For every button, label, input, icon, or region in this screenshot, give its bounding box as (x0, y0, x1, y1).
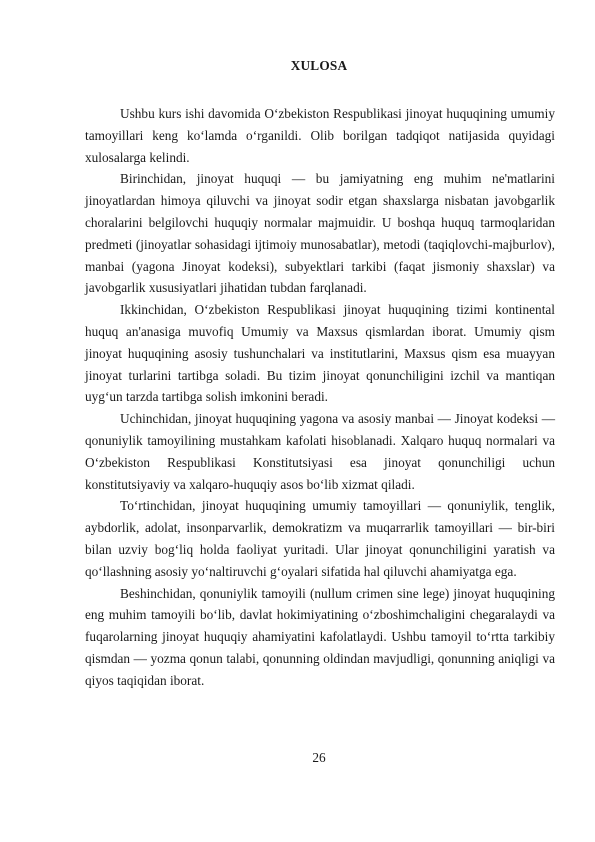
paragraph-intro: Ushbu kurs ishi davomida O‘zbekiston Respublikasi jinoyat huquqining umumiy tamoyillari keng ko‘lamda o‘rganildi. Olib borilgan tadqiqot natijasida quyidagi xulosalarga kelindi. (85, 106, 555, 165)
paragraph-first: Birinchidan, jinoyat huquqi — bu jamiyatning eng muhim ne'matlarini jinoyatlardan himoya qiluvchi va jinoyat sodir etgan shaxslarga nisbatan javobgarlik choralarini belgilovchi huquqiy normalar majmuidir. U boshqa huquq tarmoqlaridan predmeti (jinoyatlar sohasidagi ijtimoiy munosabatlar), metodi (taqiqlovchi-majburlov), manbai (yagona Jinoyat kodeksi), subyektlari tarkibi (faqat jismoniy shaxslar) va javobgarlik xususiyatlari jihatidan tubdan farqlanadi. (85, 171, 555, 296)
paragraph-second: Ikkinchidan, O‘zbekiston Respublikasi jinoyat huquqining tizimi kontinental huquq an'anasiga muvofiq Umumiy va Maxsus qismlardan iborat. Umumiy qism jinoyat huquqining asosiy tushunchalari va institutlarini, Maxsus qism esa muayyan jinoyat turlarini tartibga soladi. Bu tizim jinoyat qonunchiligini izchil va mantiqan uyg‘un tarzda tartibga solish imkonini beradi. (85, 302, 555, 405)
page-number: 26 (312, 750, 326, 765)
paragraph-third: Uchinchidan, jinoyat huquqining yagona va asosiy manbai — Jinoyat kodeksi — qonuniylik tamoyilining mustahkam kafolati hisoblanadi. Xalqaro huquq normalari va O‘zbekiston Respublikasi Konstitutsiyasi esa jinoyat qonunchiligi uchun konstitutsiyaviy va xalqaro-huquqiy asos bo‘lib xizmat qiladi. (85, 411, 555, 492)
body-text (85, 103, 555, 692)
paragraph-fifth: Beshinchidan, qonuniylik tamoyili (nullum crimen sine lege) jinoyat huquqining eng muhim tamoyili bo‘lib, davlat hokimiyatining o‘zboshimchaligini chegaralaydi va fuqarolarning jinoyat huquqiy ahamiyatini kafolatlaydi. Ushbu tamoyil to‘rtta tarkibiy qismdan — yozma qonun talabi, qonunning oldindan mavjudligi, qonunning aniqligi va qiyos taqiqidan iborat. (85, 585, 555, 688)
paragraph-fourth: To‘rtinchidan, jinoyat huquqining umumiy tamoyillari — qonuniylik, tenglik, aybdorlik, adolat, insonparvarlik, demokratizm va muqarrarlik tamoyillari — bir-biri bilan uzviy bog‘liq holda faoliyat yuritadi. Ular jinoyat qonunchiligini yaratish va qo‘llashning asosiy yo‘naltiruvchi g‘oyalari sifatida hal qiluvchi ahamiyatga ega. (85, 498, 555, 579)
page-title: XULOSA (290, 58, 348, 73)
